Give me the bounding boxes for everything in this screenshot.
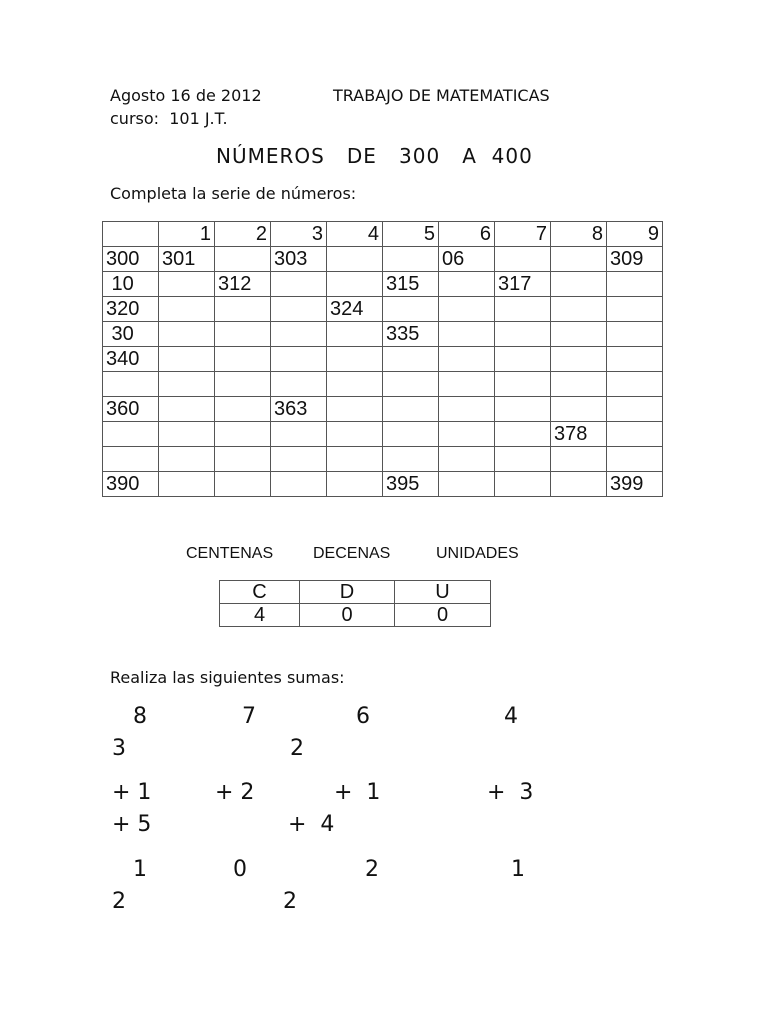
series-column-header: 4: [327, 222, 383, 247]
series-cell[interactable]: [551, 272, 607, 297]
series-cell[interactable]: [271, 272, 327, 297]
series-cell[interactable]: [215, 372, 271, 397]
series-cell[interactable]: [495, 472, 551, 497]
series-row-start: 10: [103, 272, 159, 297]
pv-value-u: 0: [395, 604, 491, 627]
table-row: [103, 472, 663, 497]
series-cell[interactable]: [439, 322, 495, 347]
series-cell[interactable]: [271, 472, 327, 497]
series-cell[interactable]: [495, 397, 551, 422]
sum-digit: 8: [133, 704, 147, 729]
sum-addend: + 1: [334, 780, 381, 805]
series-cell[interactable]: [607, 322, 663, 347]
sum-digit: 4: [504, 704, 518, 729]
series-cell[interactable]: [215, 447, 271, 472]
series-cell[interactable]: [439, 422, 495, 447]
series-row-start: [103, 447, 159, 472]
series-cell[interactable]: [551, 447, 607, 472]
series-cell[interactable]: [271, 322, 327, 347]
sum-result: 2: [365, 857, 379, 882]
series-cell[interactable]: [215, 297, 271, 322]
series-cell[interactable]: [439, 347, 495, 372]
series-cell[interactable]: [495, 422, 551, 447]
series-cell[interactable]: 395: [383, 472, 439, 497]
series-cell[interactable]: [271, 447, 327, 472]
series-cell[interactable]: 303: [271, 247, 327, 272]
series-cell[interactable]: [327, 397, 383, 422]
sum-digit: 2: [290, 736, 304, 761]
series-column-header: 8: [551, 222, 607, 247]
series-column-header: 5: [383, 222, 439, 247]
series-cell[interactable]: 399: [607, 472, 663, 497]
series-row-start: [103, 422, 159, 447]
series-column-header: 3: [271, 222, 327, 247]
series-column-header: 6: [439, 222, 495, 247]
series-cell[interactable]: [327, 422, 383, 447]
series-cell[interactable]: [215, 347, 271, 372]
sum-result: 1: [511, 857, 525, 882]
series-cell[interactable]: [327, 272, 383, 297]
series-cell[interactable]: [159, 472, 215, 497]
sum-digit: 6: [356, 704, 370, 729]
series-cell[interactable]: [215, 397, 271, 422]
course-text: curso: 101 J.T.: [110, 109, 228, 128]
series-cell[interactable]: [271, 372, 327, 397]
sum-result: 0: [233, 857, 247, 882]
sum-addend: + 3: [487, 780, 534, 805]
pv-header-u: U: [395, 581, 491, 604]
series-cell[interactable]: 06: [439, 247, 495, 272]
series-cell[interactable]: [327, 372, 383, 397]
series-cell[interactable]: [495, 372, 551, 397]
series-cell[interactable]: 309: [607, 247, 663, 272]
sum-addend: + 2: [215, 780, 255, 805]
instruction-sums: Realiza las siguientes sumas:: [110, 668, 345, 687]
series-cell[interactable]: [607, 397, 663, 422]
series-cell[interactable]: [159, 372, 215, 397]
sum-result: 2: [283, 889, 297, 914]
series-cell[interactable]: [607, 447, 663, 472]
instruction-series: Completa la serie de números:: [110, 184, 357, 203]
series-cell[interactable]: [495, 297, 551, 322]
number-series-table: [102, 221, 663, 497]
series-cell[interactable]: [551, 472, 607, 497]
series-cell[interactable]: [551, 297, 607, 322]
series-cell[interactable]: [495, 447, 551, 472]
series-cell[interactable]: [551, 347, 607, 372]
table-row: [103, 422, 663, 447]
series-cell[interactable]: [607, 422, 663, 447]
series-row-start: 340: [103, 347, 159, 372]
sum-result: 1: [133, 857, 147, 882]
series-cell[interactable]: [439, 297, 495, 322]
sum-digit: 3: [112, 736, 126, 761]
series-row-start: 30: [103, 322, 159, 347]
series-cell[interactable]: 335: [383, 322, 439, 347]
series-cell[interactable]: [607, 372, 663, 397]
series-cell[interactable]: [327, 322, 383, 347]
series-row-start: 360: [103, 397, 159, 422]
series-cell[interactable]: [551, 247, 607, 272]
series-cell[interactable]: [383, 347, 439, 372]
date-text: Agosto 16 de 2012: [110, 86, 262, 105]
series-cell[interactable]: [327, 447, 383, 472]
series-cell[interactable]: 378: [551, 422, 607, 447]
series-cell[interactable]: [607, 297, 663, 322]
series-cell[interactable]: [327, 347, 383, 372]
series-cell[interactable]: [215, 247, 271, 272]
series-cell[interactable]: [159, 347, 215, 372]
series-cell[interactable]: [439, 272, 495, 297]
series-column-header: 1: [159, 222, 215, 247]
series-cell[interactable]: 363: [271, 397, 327, 422]
table-row: [103, 347, 663, 372]
series-cell[interactable]: [439, 372, 495, 397]
table-row: [103, 247, 663, 272]
series-cell[interactable]: [383, 297, 439, 322]
series-cell[interactable]: [495, 247, 551, 272]
series-cell[interactable]: [551, 322, 607, 347]
series-cell[interactable]: 324: [327, 297, 383, 322]
pv-value-d: 0: [300, 604, 395, 627]
series-cell[interactable]: 315: [383, 272, 439, 297]
page-heading: NÚMEROS DE 300 A 400: [216, 144, 533, 168]
series-cell[interactable]: [215, 422, 271, 447]
series-cell[interactable]: [383, 447, 439, 472]
series-cell[interactable]: [159, 422, 215, 447]
series-column-header: 9: [607, 222, 663, 247]
series-row-start: 390: [103, 472, 159, 497]
series-cell[interactable]: [159, 297, 215, 322]
series-column-header: 7: [495, 222, 551, 247]
series-cell[interactable]: [439, 447, 495, 472]
pv-header-c: C: [220, 581, 300, 604]
series-row-start: [103, 372, 159, 397]
series-cell[interactable]: [551, 397, 607, 422]
series-cell[interactable]: [383, 397, 439, 422]
series-cell[interactable]: [159, 322, 215, 347]
series-column-header: [103, 222, 159, 247]
series-cell[interactable]: [159, 272, 215, 297]
series-cell[interactable]: [271, 297, 327, 322]
series-cell[interactable]: [607, 347, 663, 372]
series-cell[interactable]: [327, 247, 383, 272]
table-row: [103, 397, 663, 422]
table-row: [103, 297, 663, 322]
label-decenas: DECENAS: [313, 545, 391, 562]
table-row: [103, 272, 663, 297]
series-header-row: [103, 222, 663, 247]
series-row-start: 320: [103, 297, 159, 322]
series-cell[interactable]: [159, 397, 215, 422]
series-cell[interactable]: [383, 372, 439, 397]
sum-addend: + 1: [112, 780, 152, 805]
series-row-start: 300: [103, 247, 159, 272]
table-row: [103, 447, 663, 472]
series-cell[interactable]: [495, 322, 551, 347]
table-row: [103, 322, 663, 347]
series-cell[interactable]: [271, 422, 327, 447]
sum-addend: + 5: [112, 812, 152, 837]
label-centenas: CENTENAS: [186, 545, 274, 562]
series-cell[interactable]: [327, 472, 383, 497]
sum-result: 2: [112, 889, 126, 914]
series-cell[interactable]: [383, 247, 439, 272]
series-column-header: 2: [215, 222, 271, 247]
series-cell[interactable]: [551, 372, 607, 397]
sum-addend: + 4: [288, 812, 335, 837]
series-cell[interactable]: [271, 347, 327, 372]
series-cell[interactable]: [439, 472, 495, 497]
series-cell[interactable]: 312: [215, 272, 271, 297]
series-cell[interactable]: [383, 422, 439, 447]
label-unidades: UNIDADES: [436, 545, 519, 562]
series-cell[interactable]: [607, 272, 663, 297]
series-cell[interactable]: [215, 322, 271, 347]
table-row: [103, 372, 663, 397]
series-cell[interactable]: [495, 347, 551, 372]
worksheet-title: TRABAJO DE MATEMATICAS: [333, 86, 550, 105]
series-cell[interactable]: [439, 397, 495, 422]
series-cell[interactable]: 317: [495, 272, 551, 297]
series-cell[interactable]: 301: [159, 247, 215, 272]
pv-value-c: 4: [220, 604, 300, 627]
series-cell[interactable]: [215, 472, 271, 497]
pv-header-d: D: [300, 581, 395, 604]
sum-digit: 7: [242, 704, 256, 729]
place-value-table: [219, 580, 491, 627]
series-cell[interactable]: [159, 447, 215, 472]
